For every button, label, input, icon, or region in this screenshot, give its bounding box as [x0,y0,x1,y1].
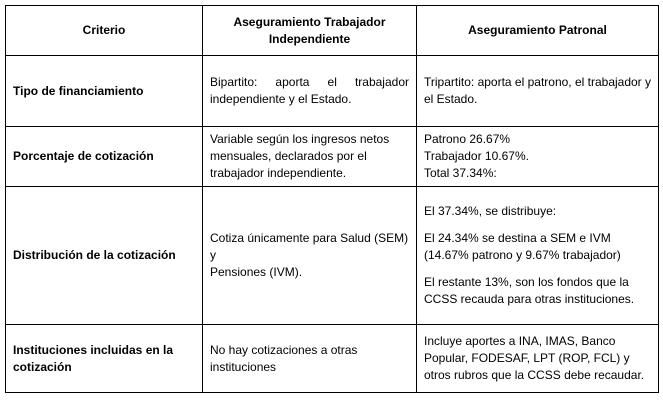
cell-line: Trabajador 10.67%. [424,149,529,163]
cell-line: (14.67% patrono y 9.67% trabajador) [424,248,621,262]
cell-line: Pensiones (IVM). [210,265,303,279]
cell-line: CCSS recauda para otras instituciones. [424,292,635,306]
header-row [6,6,659,56]
row-criterio: Tipo de financiamiento [6,56,203,127]
table-row [6,325,659,393]
row-patronal [417,127,659,187]
cell-line: Total 37.34%: [424,166,497,180]
cell-line: El restante 13%, son los fondos que la [424,275,629,289]
cell-line: Bipartito: aporta el trabajador [210,75,409,89]
comparison-table [5,5,659,393]
row-independiente [203,325,417,393]
row-patronal [417,56,659,127]
cell-line: otros rubros que la CCSS debe recaudar. [424,368,645,382]
cell-line: El 37.34%, se distribuye: [424,204,557,218]
cell-line: mensuales, declarados por el [210,149,367,163]
cell-line: Variable según los ingresos netos [210,132,390,146]
row-independiente [203,56,417,127]
header-independiente: Aseguramiento Trabajador Independiente [203,6,417,56]
cell-line: el Estado. [424,92,478,106]
table-row [6,187,659,325]
cell-line: Incluye aportes a INA, IMAS, Banco [424,334,616,348]
cell-line: independiente y el Estado. [210,92,352,106]
row-independiente [203,187,417,325]
cell-line: trabajador independiente. [210,166,347,180]
cell-line: Patrono 26.67% [424,132,511,146]
cell-line: No hay cotizaciones a otras [210,342,358,357]
row-criterio: Instituciones incluidas en la cotización [6,325,203,393]
row-criterio: Distribución de la cotización [6,187,203,325]
row-independiente [203,127,417,187]
row-patronal [417,325,659,393]
cell-line: Cotiza únicamente para Salud (SEM) y [210,231,409,262]
cell-line: Tripartito: aporta el patrono, el trabajador y [424,75,652,89]
cell-line: Popular, FODESAF, LPT (ROP, FCL) y [424,351,630,365]
table-row [6,127,659,187]
cell-line: instituciones [210,359,277,374]
cell-line: El 24.34% se destina a SEM e IVM [424,231,611,245]
table-row [6,56,659,127]
row-patronal [417,187,659,325]
header-criterio: Criterio [6,6,203,56]
header-patronal: Aseguramiento Patronal [417,6,659,56]
row-criterio: Porcentaje de cotización [6,127,203,187]
